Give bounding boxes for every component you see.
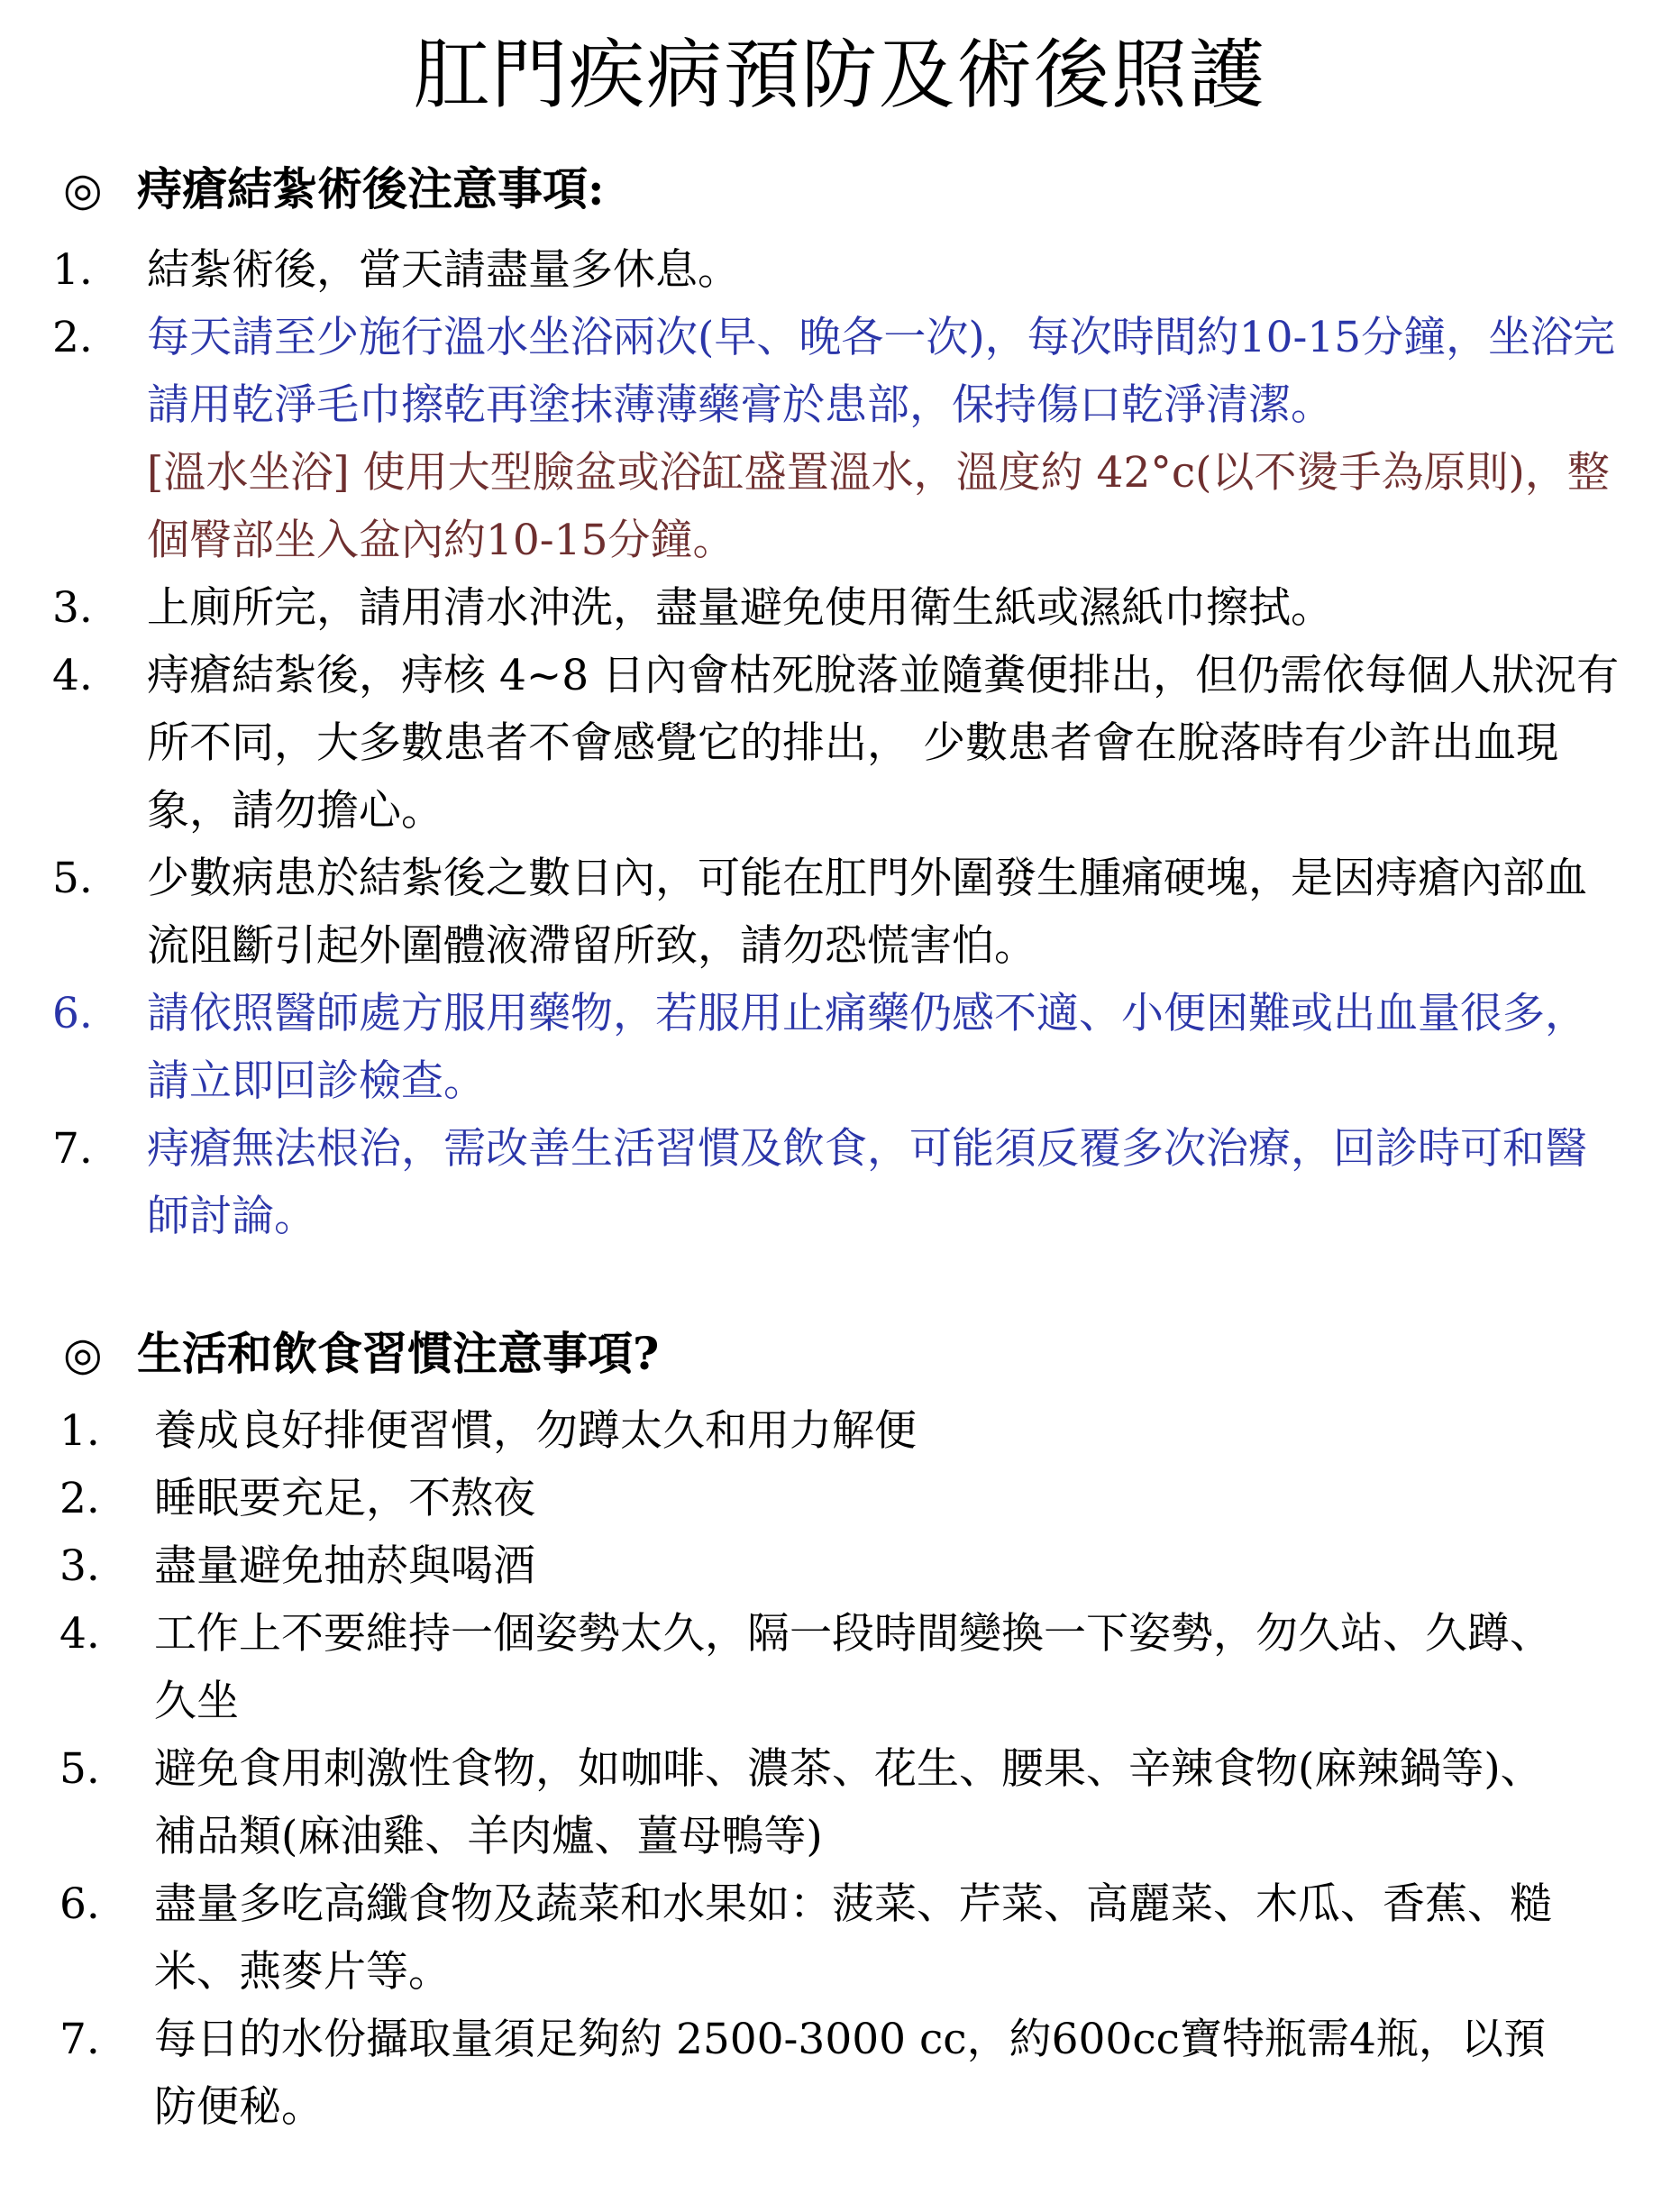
bullet-circle-icon: ◎ [63,1328,103,1380]
list-item [52,236,1625,304]
item-text: 養成良好排便習慣，勿蹲太久和用力解便 [154,1406,917,1456]
list-item [59,1532,1574,1600]
item-number: 5. [52,854,93,903]
item-text: 睡眠要充足，不熬夜 [154,1474,535,1523]
list-item [52,1115,1625,1250]
item-text: 盡量多吃高纖食物及蔬菜和水果如：菠菜、芹菜、高麗菜、木瓜、香蕉、糙米、燕麥片等。 [154,1879,1552,1997]
item-text: 每日的水份攝取量須足夠約 2500-3000 cc，約600cc寶特瓶需4瓶，以預防便秘。 [154,2015,1546,2132]
item-number: 7. [52,1124,93,1174]
list-item [52,845,1625,980]
page-title: 肛門疾病預防及術後照護 [413,31,1266,119]
item-number: 4. [59,1609,100,1659]
list-item [59,2006,1574,2141]
list-item [59,1465,1574,1532]
item-number: 6. [52,989,93,1038]
list-item [52,980,1625,1115]
item-text: 少數病患於結紮後之數日內，可能在肛門外圍發生腫痛硬塊，是因痔瘡內部血流阻斷引起外圍體液滯留所致，請勿恐慌害怕。 [147,854,1587,971]
item-number: 4. [52,651,93,700]
list-item [59,1397,1574,1465]
item-number: 3. [59,1541,100,1591]
item-text: 結紮術後，當天請盡量多休息。 [147,245,740,295]
item-number: 7. [59,2015,100,2064]
list-item [59,1600,1574,1735]
item-number: 2. [59,1474,100,1523]
lifestyle-diet-list [59,1397,1574,2141]
item-text: 上廁所完，請用清水沖洗，盡量避免使用衛生紙或濕紙巾擦拭。 [147,583,1333,633]
list-item [59,1735,1574,1870]
item-text: 請依照醫師處方服用藥物，若服用止痛藥仍感不適、小便困難或出血量很多，請立即回診檢查。 [147,989,1587,1106]
item-text: 痔瘡結紮後，痔核 4~8 日內會枯死脫落並隨糞便排出，但仍需依每個人狀況有所不同，大多數患者不會感覺它的排出， 少數患者會在脫落時有少許出血現象，請勿擔心。 [147,651,1620,836]
item-text: 盡量避免抽菸與喝酒 [154,1541,535,1591]
item-number: 2. [52,313,93,362]
item-text: 避免食用刺激性食物，如咖啡、濃茶、花生、腰果、辛辣食物(麻辣鍋等)、補品類(麻油雞、羊肉爐、薑母鴨等) [154,1744,1543,1861]
item-number: 6. [59,1879,100,1929]
item-text: 痔瘡無法根治，需改善生活習慣及飲食，可能須反覆多次治療，回診時可和醫師討論。 [147,1124,1587,1241]
list-item [52,304,1625,574]
heading-text: 痔瘡結紮術後注意事項: [137,162,605,215]
item-text: 每天請至少施行溫水坐浴兩次(早、晚各一次)，每次時間約10-15分鐘，坐浴完請用乾淨毛巾擦乾再塗抹薄薄藥膏於患部，保持傷口乾淨清潔。 [147,313,1616,430]
heading-text: 生活和飲食習慣注意事項? [137,1327,660,1380]
postop-care-list [52,236,1625,1250]
list-item [52,642,1625,845]
item-number: 5. [59,1744,100,1794]
section-heading-lifestyle [63,1325,659,1383]
list-item [52,574,1625,642]
list-item [59,1870,1574,2006]
sitz-bath-note: [溫水坐浴] 使用大型臉盆或浴缸盛置溫水，溫度約 42°c(以不燙手為原則)，整個臀部坐入盆內約10-15分鐘。 [147,448,1610,565]
item-text: 工作上不要維持一個姿勢太久，隔一段時間變換一下姿勢，勿久站、久蹲、久坐 [154,1609,1552,1726]
bullet-circle-icon: ◎ [63,163,103,215]
section-heading-postop [63,160,604,218]
item-number: 1. [52,245,93,295]
item-number: 1. [59,1406,100,1456]
item-number: 3. [52,583,93,633]
